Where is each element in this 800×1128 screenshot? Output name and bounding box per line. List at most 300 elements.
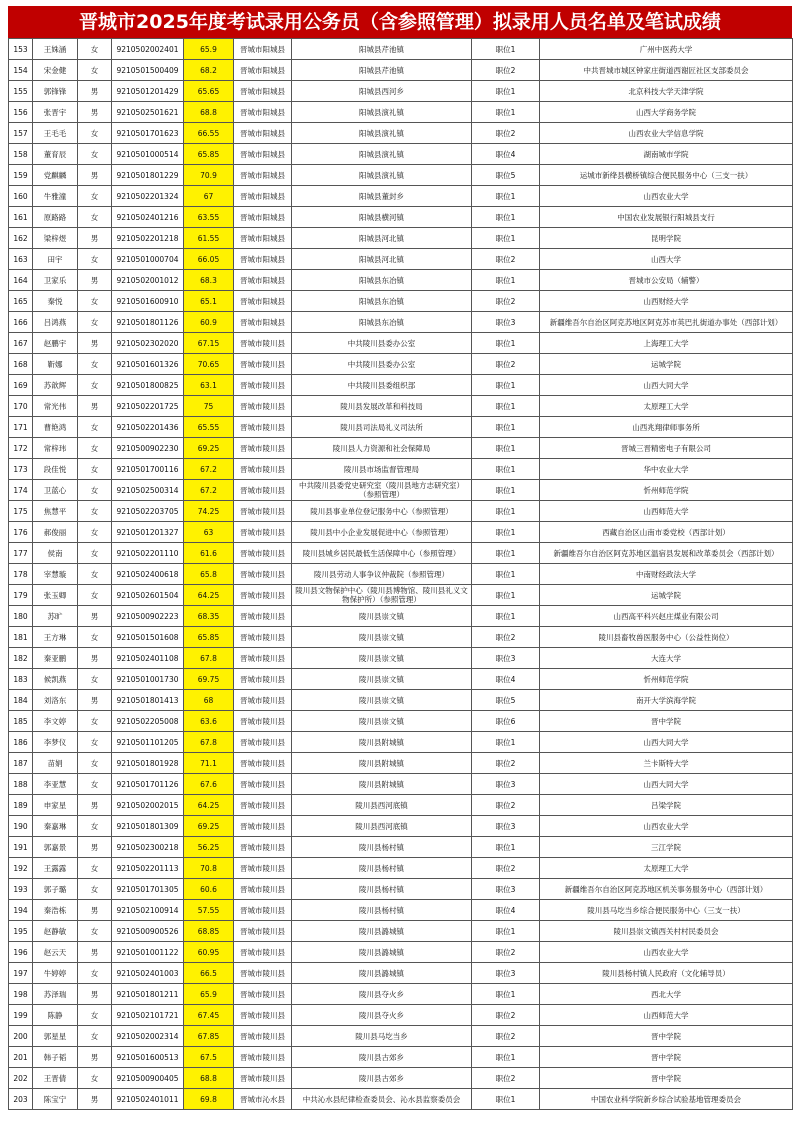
region-cell: 晋城市陵川县 [234, 774, 292, 795]
region-cell: 晋城市陵川县 [234, 543, 292, 564]
gender-cell: 女 [78, 1026, 112, 1047]
position-code-cell: 职位4 [472, 144, 540, 165]
region-cell: 晋城市阳城县 [234, 207, 292, 228]
exam-ticket-number-cell: 9210502201324 [112, 186, 184, 207]
region-cell: 晋城市陵川县 [234, 396, 292, 417]
exam-ticket-number-cell: 9210502401011 [112, 1089, 184, 1110]
candidate-name-cell: 陈静 [33, 1005, 78, 1026]
region-cell: 晋城市陵川县 [234, 795, 292, 816]
table-row [9, 984, 793, 1005]
candidate-name-cell: 张晋宇 [33, 102, 78, 123]
gender-cell: 女 [78, 312, 112, 333]
region-cell: 晋城市陵川县 [234, 333, 292, 354]
table-row [9, 1068, 793, 1089]
hiring-unit-cell: 陵川县附城镇 [292, 774, 472, 795]
position-code-cell: 职位1 [472, 333, 540, 354]
hiring-unit-cell: 阳城县演礼镇 [292, 165, 472, 186]
hiring-unit-cell: 阳城县西河乡 [292, 81, 472, 102]
written-score-cell: 65.65 [184, 81, 234, 102]
table-row [9, 1047, 793, 1068]
candidate-name-cell: 卫蓝心 [33, 480, 78, 501]
gender-cell: 女 [78, 921, 112, 942]
gender-cell: 女 [78, 858, 112, 879]
exam-ticket-number-cell: 9210502002015 [112, 795, 184, 816]
written-score-cell: 66.05 [184, 249, 234, 270]
gender-cell: 女 [78, 774, 112, 795]
exam-ticket-number-cell: 9210501701623 [112, 123, 184, 144]
hiring-unit-cell: 陵川县夺火乡 [292, 984, 472, 1005]
hiring-unit-cell: 阳城县演礼镇 [292, 144, 472, 165]
exam-ticket-number-cell: 9210502400618 [112, 564, 184, 585]
work-or-school-cell: 北京科技大学天津学院 [540, 81, 793, 102]
hiring-unit-cell: 陵川县城乡居民最低生活保障中心（参照管理） [292, 543, 472, 564]
written-score-cell: 67.5 [184, 1047, 234, 1068]
region-cell: 晋城市陵川县 [234, 354, 292, 375]
exam-ticket-number-cell: 9210501600513 [112, 1047, 184, 1068]
position-code-cell: 职位2 [472, 753, 540, 774]
hiring-unit-cell: 陵川县附城镇 [292, 732, 472, 753]
position-code-cell: 职位3 [472, 774, 540, 795]
position-code-cell: 职位1 [472, 501, 540, 522]
work-or-school-cell: 山西农业大学 [540, 816, 793, 837]
candidate-name-cell: 卫家乐 [33, 270, 78, 291]
candidate-name-cell: 原路路 [33, 207, 78, 228]
work-or-school-cell: 中南财经政法大学 [540, 564, 793, 585]
work-or-school-cell: 西北大学 [540, 984, 793, 1005]
table-row [9, 585, 793, 606]
region-cell: 晋城市陵川县 [234, 900, 292, 921]
hiring-unit-cell: 陵川县司法局礼义司法所 [292, 417, 472, 438]
candidate-name-cell: 郭子璐 [33, 879, 78, 900]
table-row [9, 1089, 793, 1110]
row-number-cell: 190 [9, 816, 33, 837]
hiring-unit-cell: 陵川县劳动人事争议仲裁院（参照管理） [292, 564, 472, 585]
gender-cell: 女 [78, 522, 112, 543]
row-number-cell: 175 [9, 501, 33, 522]
table-row [9, 39, 793, 60]
exam-ticket-number-cell: 9210501501608 [112, 627, 184, 648]
position-code-cell: 职位1 [472, 1047, 540, 1068]
position-code-cell: 职位1 [472, 564, 540, 585]
hiring-unit-cell: 阳城县东冶镇 [292, 312, 472, 333]
region-cell: 晋城市陵川县 [234, 564, 292, 585]
written-score-cell: 60.6 [184, 879, 234, 900]
exam-ticket-number-cell: 9210501000514 [112, 144, 184, 165]
exam-ticket-number-cell: 9210501800825 [112, 375, 184, 396]
table-row [9, 375, 793, 396]
hiring-unit-cell: 陵川县发展改革和科技局 [292, 396, 472, 417]
candidate-name-cell: 苏旷 [33, 606, 78, 627]
exam-ticket-number-cell: 9210501801126 [112, 312, 184, 333]
table-row [9, 627, 793, 648]
exam-ticket-number-cell: 9210501801211 [112, 984, 184, 1005]
position-code-cell: 职位6 [472, 711, 540, 732]
gender-cell: 女 [78, 417, 112, 438]
work-or-school-cell: 山西农业大学信息学院 [540, 123, 793, 144]
work-or-school-cell: 山西财经大学 [540, 291, 793, 312]
gender-cell: 男 [78, 837, 112, 858]
exam-ticket-number-cell: 9210500900405 [112, 1068, 184, 1089]
row-number-cell: 194 [9, 900, 33, 921]
position-code-cell: 职位1 [472, 921, 540, 942]
table-row [9, 396, 793, 417]
candidate-name-cell: 曹艳鸿 [33, 417, 78, 438]
work-or-school-cell: 晋城市公安局（辅警） [540, 270, 793, 291]
hiring-unit-cell: 陵川县古郊乡 [292, 1047, 472, 1068]
work-or-school-cell: 新疆维吾尔自治区阿克苏地区温宿县发展和改革委员会（西部计划） [540, 543, 793, 564]
gender-cell: 男 [78, 942, 112, 963]
exam-ticket-number-cell: 9210501201429 [112, 81, 184, 102]
position-code-cell: 职位4 [472, 669, 540, 690]
position-code-cell: 职位1 [472, 732, 540, 753]
work-or-school-cell: 运城学院 [540, 354, 793, 375]
work-or-school-cell: 吕梁学院 [540, 795, 793, 816]
hiring-unit-cell: 阳城县董封乡 [292, 186, 472, 207]
document-title: 晋城市2025年度考试录用公务员（含参照管理）拟录用人员名单及笔试成绩 [8, 6, 792, 38]
position-code-cell: 职位4 [472, 900, 540, 921]
position-code-cell: 职位2 [472, 1026, 540, 1047]
hiring-unit-cell: 陵川县夺火乡 [292, 1005, 472, 1026]
work-or-school-cell: 运城学院 [540, 585, 793, 606]
exam-ticket-number-cell: 9210501701305 [112, 879, 184, 900]
region-cell: 晋城市陵川县 [234, 1068, 292, 1089]
exam-ticket-number-cell: 9210502002401 [112, 39, 184, 60]
gender-cell: 女 [78, 291, 112, 312]
gender-cell: 女 [78, 543, 112, 564]
position-code-cell: 职位2 [472, 123, 540, 144]
table-row [9, 1026, 793, 1047]
candidate-name-cell: 王露露 [33, 858, 78, 879]
table-row [9, 249, 793, 270]
position-code-cell: 职位1 [472, 228, 540, 249]
hiring-unit-cell: 陵川县杨村镇 [292, 858, 472, 879]
candidate-name-cell: 苗娟 [33, 753, 78, 774]
work-or-school-cell: 忻州师范学院 [540, 669, 793, 690]
exam-ticket-number-cell: 9210501101205 [112, 732, 184, 753]
candidate-name-cell: 常梓玮 [33, 438, 78, 459]
table-row [9, 228, 793, 249]
candidate-name-cell: 宰慧璇 [33, 564, 78, 585]
exam-ticket-number-cell: 9210502205008 [112, 711, 184, 732]
position-code-cell: 职位1 [472, 39, 540, 60]
written-score-cell: 65.1 [184, 291, 234, 312]
gender-cell: 男 [78, 81, 112, 102]
candidate-name-cell: 秦浩栋 [33, 900, 78, 921]
candidate-name-cell: 秦亚鹏 [33, 648, 78, 669]
table-row [9, 543, 793, 564]
row-number-cell: 181 [9, 627, 33, 648]
gender-cell: 男 [78, 1089, 112, 1110]
region-cell: 晋城市阳城县 [234, 165, 292, 186]
row-number-cell: 170 [9, 396, 33, 417]
table-row [9, 144, 793, 165]
table-row [9, 186, 793, 207]
written-score-cell: 68 [184, 690, 234, 711]
position-code-cell: 职位1 [472, 207, 540, 228]
hiring-unit-cell: 陵川县崇文镇 [292, 669, 472, 690]
exam-ticket-number-cell: 9210502201113 [112, 858, 184, 879]
table-row [9, 81, 793, 102]
candidate-name-cell: 梁梓煜 [33, 228, 78, 249]
exam-ticket-number-cell: 9210502201725 [112, 396, 184, 417]
work-or-school-cell: 中国农业发展银行阳城县支行 [540, 207, 793, 228]
hiring-unit-cell: 中共陵川县委党史研究室（陵川县地方志研究室）（参照管理） [292, 480, 472, 501]
row-number-cell: 179 [9, 585, 33, 606]
table-row [9, 522, 793, 543]
written-score-cell: 68.8 [184, 1068, 234, 1089]
written-score-cell: 64.25 [184, 795, 234, 816]
row-number-cell: 168 [9, 354, 33, 375]
region-cell: 晋城市阳城县 [234, 81, 292, 102]
written-score-cell: 65.55 [184, 417, 234, 438]
row-number-cell: 191 [9, 837, 33, 858]
position-code-cell: 职位2 [472, 1005, 540, 1026]
row-number-cell: 167 [9, 333, 33, 354]
written-score-cell: 60.95 [184, 942, 234, 963]
position-code-cell: 职位1 [472, 186, 540, 207]
work-or-school-cell: 中国农业科学院新乡综合试验基地管理委员会 [540, 1089, 793, 1110]
candidate-name-cell: 李文婷 [33, 711, 78, 732]
position-code-cell: 职位2 [472, 354, 540, 375]
position-code-cell: 职位1 [472, 81, 540, 102]
work-or-school-cell: 山西兆翔律师事务所 [540, 417, 793, 438]
gender-cell: 女 [78, 123, 112, 144]
candidate-name-cell: 刘洛东 [33, 690, 78, 711]
region-cell: 晋城市陵川县 [234, 837, 292, 858]
position-code-cell: 职位3 [472, 648, 540, 669]
gender-cell: 男 [78, 648, 112, 669]
written-score-cell: 69.25 [184, 438, 234, 459]
candidate-name-cell: 常光伟 [33, 396, 78, 417]
gender-cell: 女 [78, 207, 112, 228]
hiring-unit-cell: 陵川县人力资源和社会保障局 [292, 438, 472, 459]
written-score-cell: 67.6 [184, 774, 234, 795]
exam-ticket-number-cell: 9210502201110 [112, 543, 184, 564]
table-row [9, 669, 793, 690]
region-cell: 晋城市阳城县 [234, 39, 292, 60]
row-number-cell: 159 [9, 165, 33, 186]
hiring-unit-cell: 陵川县西河底镇 [292, 795, 472, 816]
table-row [9, 459, 793, 480]
exam-ticket-number-cell: 9210501801309 [112, 816, 184, 837]
gender-cell: 女 [78, 879, 112, 900]
region-cell: 晋城市陵川县 [234, 1026, 292, 1047]
table-row [9, 102, 793, 123]
row-number-cell: 162 [9, 228, 33, 249]
candidate-name-cell: 靳娜 [33, 354, 78, 375]
written-score-cell: 69.8 [184, 1089, 234, 1110]
candidate-name-cell: 郭星星 [33, 1026, 78, 1047]
gender-cell: 女 [78, 711, 112, 732]
row-number-cell: 200 [9, 1026, 33, 1047]
position-code-cell: 职位1 [472, 585, 540, 606]
table-row [9, 879, 793, 900]
region-cell: 晋城市陵川县 [234, 459, 292, 480]
written-score-cell: 67.8 [184, 648, 234, 669]
table-body [9, 39, 793, 1110]
candidate-name-cell: 苏泽瑞 [33, 984, 78, 1005]
position-code-cell: 职位1 [472, 1089, 540, 1110]
region-cell: 晋城市阳城县 [234, 249, 292, 270]
gender-cell: 男 [78, 795, 112, 816]
row-number-cell: 196 [9, 942, 33, 963]
work-or-school-cell: 上海理工大学 [540, 333, 793, 354]
table-row [9, 123, 793, 144]
written-score-cell: 60.9 [184, 312, 234, 333]
written-score-cell: 67.45 [184, 1005, 234, 1026]
hiring-unit-cell: 阳城县东冶镇 [292, 291, 472, 312]
hiring-unit-cell: 阳城县芹池镇 [292, 39, 472, 60]
gender-cell: 女 [78, 249, 112, 270]
gender-cell: 男 [78, 1047, 112, 1068]
region-cell: 晋城市阳城县 [234, 60, 292, 81]
table-row [9, 774, 793, 795]
gender-cell: 男 [78, 270, 112, 291]
position-code-cell: 职位1 [472, 438, 540, 459]
gender-cell: 男 [78, 900, 112, 921]
table-row [9, 207, 793, 228]
exam-ticket-number-cell: 9210502300218 [112, 837, 184, 858]
table-row [9, 564, 793, 585]
table-row [9, 501, 793, 522]
hiring-unit-cell: 陵川县杨村镇 [292, 900, 472, 921]
written-score-cell: 61.6 [184, 543, 234, 564]
candidate-name-cell: 秦悦 [33, 291, 78, 312]
exam-ticket-number-cell: 9210502203705 [112, 501, 184, 522]
position-code-cell: 职位3 [472, 879, 540, 900]
written-score-cell: 65.85 [184, 627, 234, 648]
written-score-cell: 65.8 [184, 564, 234, 585]
row-number-cell: 171 [9, 417, 33, 438]
written-score-cell: 67.2 [184, 459, 234, 480]
exam-ticket-number-cell: 9210501801229 [112, 165, 184, 186]
table-row [9, 690, 793, 711]
exam-ticket-number-cell: 9210500900526 [112, 921, 184, 942]
region-cell: 晋城市阳城县 [234, 123, 292, 144]
hiring-unit-cell: 陵川县杨村镇 [292, 837, 472, 858]
region-cell: 晋城市陵川县 [234, 963, 292, 984]
hiring-unit-cell: 陵川县杨村镇 [292, 879, 472, 900]
table-row [9, 438, 793, 459]
work-or-school-cell: 太原理工大学 [540, 858, 793, 879]
exam-ticket-number-cell: 9210502401003 [112, 963, 184, 984]
candidate-name-cell: 段佳悦 [33, 459, 78, 480]
gender-cell: 男 [78, 984, 112, 1005]
gender-cell: 女 [78, 438, 112, 459]
table-row [9, 648, 793, 669]
row-number-cell: 201 [9, 1047, 33, 1068]
region-cell: 晋城市阳城县 [234, 312, 292, 333]
work-or-school-cell: 山西农业大学 [540, 186, 793, 207]
work-or-school-cell: 昆明学院 [540, 228, 793, 249]
position-code-cell: 职位1 [472, 396, 540, 417]
gender-cell: 女 [78, 669, 112, 690]
table-row [9, 60, 793, 81]
position-code-cell: 职位2 [472, 942, 540, 963]
written-score-cell: 63.1 [184, 375, 234, 396]
table-row [9, 963, 793, 984]
position-code-cell: 职位3 [472, 963, 540, 984]
row-number-cell: 203 [9, 1089, 33, 1110]
gender-cell: 女 [78, 354, 112, 375]
work-or-school-cell: 山西大同大学 [540, 774, 793, 795]
position-code-cell: 职位1 [472, 543, 540, 564]
position-code-cell: 职位1 [472, 459, 540, 480]
work-or-school-cell: 大连大学 [540, 648, 793, 669]
row-number-cell: 182 [9, 648, 33, 669]
position-code-cell: 职位2 [472, 249, 540, 270]
exam-ticket-number-cell: 9210502100914 [112, 900, 184, 921]
row-number-cell: 172 [9, 438, 33, 459]
work-or-school-cell: 晋中学院 [540, 1026, 793, 1047]
position-code-cell: 职位2 [472, 795, 540, 816]
region-cell: 晋城市陵川县 [234, 732, 292, 753]
position-code-cell: 职位3 [472, 816, 540, 837]
hiring-unit-cell: 阳城县演礼镇 [292, 102, 472, 123]
gender-cell: 女 [78, 39, 112, 60]
work-or-school-cell: 晋中学院 [540, 1068, 793, 1089]
row-number-cell: 192 [9, 858, 33, 879]
work-or-school-cell: 新疆维吾尔自治区阿克苏地区机关事务服务中心（西部计划） [540, 879, 793, 900]
written-score-cell: 65.9 [184, 984, 234, 1005]
exam-ticket-number-cell: 9210500902223 [112, 606, 184, 627]
candidate-name-cell: 王毛毛 [33, 123, 78, 144]
gender-cell: 女 [78, 963, 112, 984]
row-number-cell: 189 [9, 795, 33, 816]
work-or-school-cell: 太原理工大学 [540, 396, 793, 417]
hiring-unit-cell: 阳城县芹池镇 [292, 60, 472, 81]
row-number-cell: 180 [9, 606, 33, 627]
exam-ticket-number-cell: 9210501601326 [112, 354, 184, 375]
work-or-school-cell: 晋中学院 [540, 711, 793, 732]
written-score-cell: 64.25 [184, 585, 234, 606]
row-number-cell: 158 [9, 144, 33, 165]
region-cell: 晋城市阳城县 [234, 102, 292, 123]
row-number-cell: 185 [9, 711, 33, 732]
candidate-name-cell: 李亚慧 [33, 774, 78, 795]
row-number-cell: 155 [9, 81, 33, 102]
hiring-unit-cell: 陵川县崇文镇 [292, 648, 472, 669]
table-row [9, 900, 793, 921]
table-row [9, 1005, 793, 1026]
work-or-school-cell: 陵川县马圪当乡综合便民服务中心（三支一扶） [540, 900, 793, 921]
candidate-name-cell: 郭锋锋 [33, 81, 78, 102]
written-score-cell: 65.9 [184, 39, 234, 60]
region-cell: 晋城市沁水县 [234, 1089, 292, 1110]
work-or-school-cell: 陵川县畜牧兽医服务中心（公益性岗位） [540, 627, 793, 648]
region-cell: 晋城市陵川县 [234, 984, 292, 1005]
written-score-cell: 68.8 [184, 102, 234, 123]
candidate-name-cell: 牛婷婷 [33, 963, 78, 984]
hiring-unit-cell: 阳城县东冶镇 [292, 270, 472, 291]
candidate-name-cell: 申家星 [33, 795, 78, 816]
exam-ticket-number-cell: 9210501201327 [112, 522, 184, 543]
region-cell: 晋城市陵川县 [234, 417, 292, 438]
exam-ticket-number-cell: 9210501500409 [112, 60, 184, 81]
hiring-unit-cell: 陵川县文物保护中心（陵川县博物馆、陵川县礼义文物保护所）（参照管理） [292, 585, 472, 606]
hiring-unit-cell: 陵川县中小企业发展促进中心（参照管理） [292, 522, 472, 543]
row-number-cell: 183 [9, 669, 33, 690]
exam-ticket-number-cell: 9210501600910 [112, 291, 184, 312]
region-cell: 晋城市陵川县 [234, 522, 292, 543]
table-row [9, 270, 793, 291]
position-code-cell: 职位2 [472, 60, 540, 81]
hiring-unit-cell: 阳城县演礼镇 [292, 123, 472, 144]
region-cell: 晋城市阳城县 [234, 228, 292, 249]
work-or-school-cell: 山西大学商务学院 [540, 102, 793, 123]
row-number-cell: 164 [9, 270, 33, 291]
written-score-cell: 67.2 [184, 480, 234, 501]
